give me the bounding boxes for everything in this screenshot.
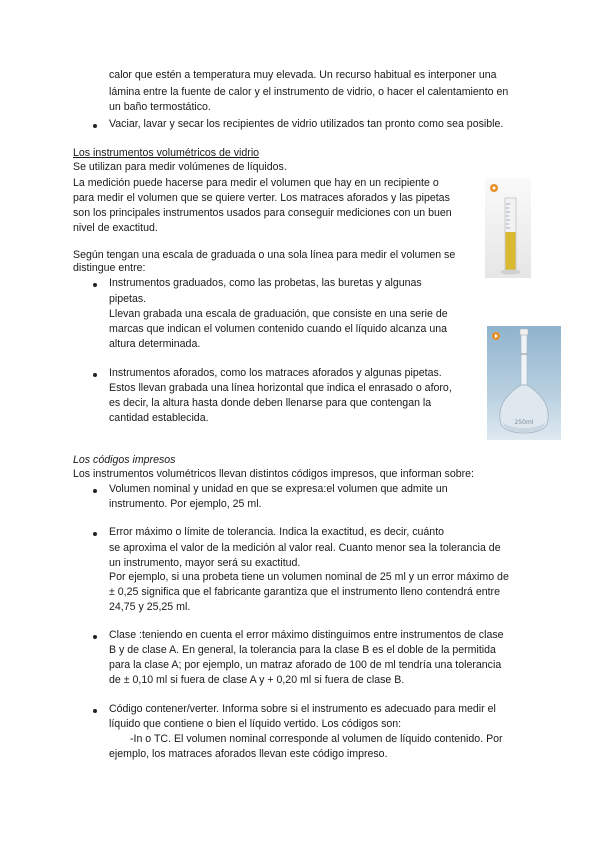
list-item: Vaciar, lavar y secar los recipientes de vidrio utilizados tan pronto como sea posible. — [109, 118, 504, 130]
list-item: Volumen nominal y unidad en que se expresa:el volumen que admite un — [109, 483, 448, 495]
list-item-line: B y de clase A. En general, la tolerancia para la clase B es el doble de la permitida — [109, 644, 496, 656]
list-item-line: instrumento. Por ejemplo, 25 ml. — [109, 498, 262, 510]
bullet-icon — [93, 489, 97, 493]
list-item-line: marcas que indican el volumen contenido cuando el líquido alcanza una — [109, 323, 448, 335]
list-item-line: altura determinada. — [109, 338, 201, 350]
paragraph-line: para medir el volumen que se quiere verter. Los matraces aforados y las pipetas — [73, 192, 450, 204]
bullet-icon — [93, 283, 97, 287]
graduated-cylinder-image — [485, 178, 531, 278]
list-item-line: cantidad establecida. — [109, 412, 209, 424]
section-heading: Los códigos impresos — [73, 454, 176, 466]
bullet-icon — [93, 532, 97, 536]
list-item-line: se aproxima el valor de la medición al valor real. Cuanto menor sea la tolerancia de — [109, 542, 501, 554]
list-item-line: un instrumento, mayor será su exactitud. — [109, 557, 301, 569]
list-item: Instrumentos graduados, como las probetas, las buretas y algunas — [109, 277, 422, 289]
list-item-line: Por ejemplo, si una probeta tiene un volumen nominal de 25 ml y un error máximo de — [109, 571, 509, 583]
bullet-icon — [93, 709, 97, 713]
paragraph-line: Según tengan una escala de graduada o una sola línea para medir el volumen se — [73, 249, 456, 261]
list-item-line: ± 0,25 significa que el fabricante garantiza que el instrumento lleno contendrá entre — [109, 586, 500, 598]
bullet-icon — [93, 373, 97, 377]
paragraph-line: son los principales instrumentos usados para conseguir mediciones con un buen — [73, 207, 452, 219]
flask-label: 250ml — [514, 419, 534, 426]
bullet-icon — [93, 635, 97, 639]
list-item: Instrumentos aforados, como los matraces aforados y algunas pipetas. — [109, 367, 442, 379]
section-heading: Los instrumentos volumétricos de vidrio — [73, 147, 260, 159]
list-item-line: líquido que contiene o bien el líquido vertido. Los códigos son: — [109, 718, 402, 730]
list-item-line: ejemplo, los matraces aforados llevan este código impreso. — [109, 748, 388, 760]
paragraph-line: nivel de exactitud. — [73, 222, 158, 234]
list-item: Error máximo o límite de tolerancia. Indica la exactitud, es decir, cuánto — [109, 526, 445, 538]
list-item-line: de ± 0,10 ml si fuera de clase A y + 0,20 ml si fuera de clase B. — [109, 674, 405, 686]
paragraph-line: Los instrumentos volumétricos llevan distintos códigos impresos, que informan sobre: — [73, 468, 474, 480]
bullet-icon — [93, 124, 97, 128]
list-item-line: es decir, la altura hasta donde deben llenarse para que contengan la — [109, 397, 432, 409]
list-item-line: Llevan grabada una escala de graduación, que consiste en una serie de — [109, 308, 448, 320]
list-item: Código contener/verter. Informa sobre si el instrumento es adecuado para medir el — [109, 703, 496, 715]
paragraph-line: distingue entre: — [73, 262, 146, 274]
volumetric-flask-image — [487, 326, 561, 440]
paragraph-line: La medición puede hacerse para medir el volumen que hay en un recipiente o — [73, 177, 439, 189]
list-item-line: pipetas. — [109, 293, 147, 305]
list-item-line: Estos llevan grabada una línea horizontal que indica el enrasado o aforo, — [109, 382, 452, 394]
list-item-line: 24,75 y 25,25 ml. — [109, 601, 191, 613]
list-item: Clase :teniendo en cuenta el error máximo distinguimos entre instrumentos de clase — [109, 629, 504, 641]
paragraph-line: calor que estén a temperatura muy elevada. Un recurso habitual es interponer una — [109, 69, 497, 81]
paragraph-line: un baño termostático. — [109, 101, 211, 113]
list-item-line: -In o TC. El volumen nominal corresponde al volumen de líquido contenido. Por — [130, 733, 503, 745]
paragraph-line: lámina entre la fuente de calor y el instrumento de vidrio, o hacer el calentamiento en — [109, 86, 509, 98]
paragraph-line: Se utilizan para medir volúmenes de líquidos. — [73, 161, 287, 173]
list-item-line: para la clase A; por ejemplo, un matraz aforado de 100 de ml tendría una tolerancia — [109, 659, 502, 671]
